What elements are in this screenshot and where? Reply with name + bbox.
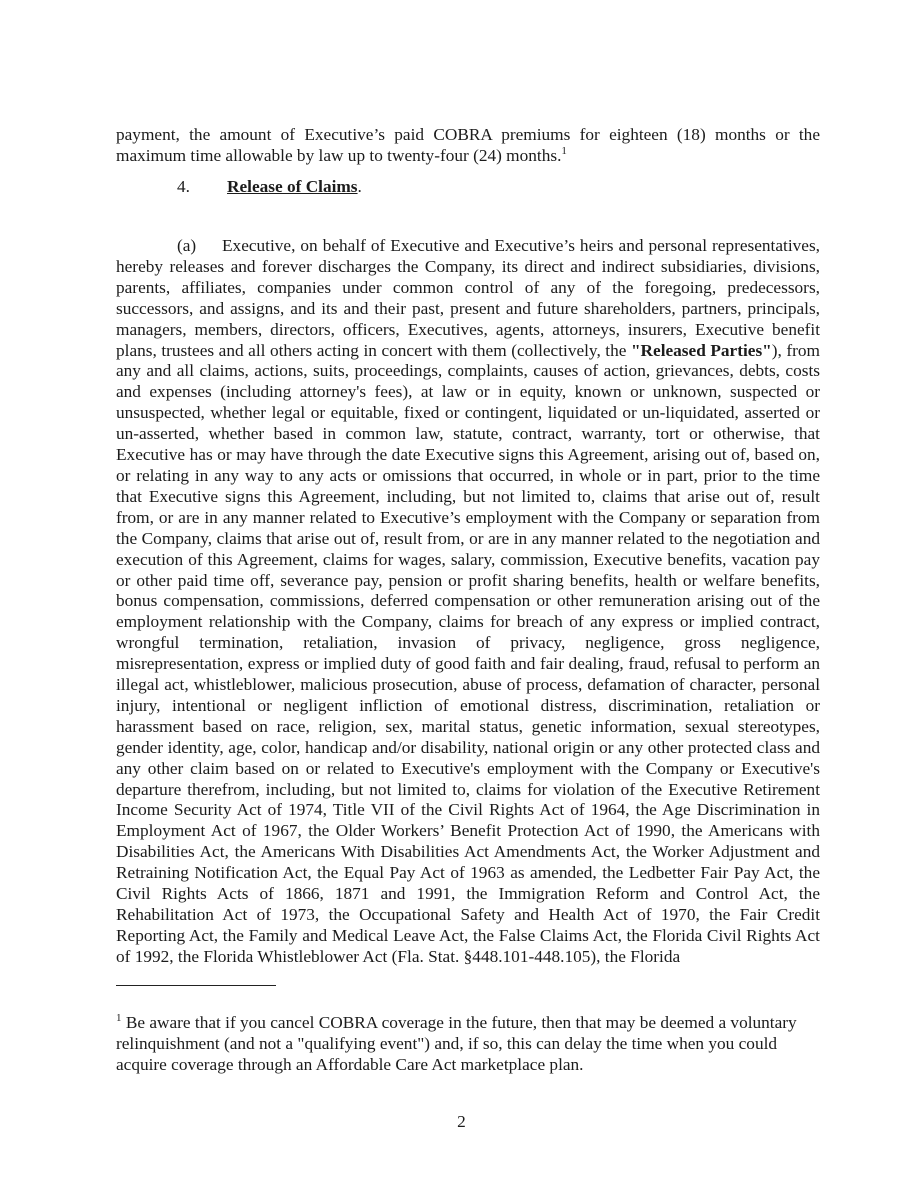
- defined-term-released-parties: "Released Parties": [630, 340, 772, 360]
- section-title-period: .: [357, 177, 362, 196]
- section-heading: [177, 176, 362, 197]
- section-title: Release of Claims: [227, 177, 358, 196]
- section-number: 4.: [177, 177, 190, 196]
- footnote-text: Be aware that if you cancel COBRA coverage in the future, then that may be deemed a voluntary relinquishment (and not a "qualifying event") and, if so, this can delay the time when you could acquire coverage through an Affordable Care Act marketplace plan.: [116, 1013, 797, 1074]
- footnote-reference: 1: [561, 145, 567, 158]
- paragraph-marker: (a): [177, 236, 197, 255]
- footnote-divider: [116, 985, 276, 986]
- paragraph-a: [116, 236, 820, 968]
- intro-text: payment, the amount of Executive’s paid COBRA premiums for eighteen (18) months or the maximum time allowable by law up to twenty-four (24) months.: [116, 125, 820, 165]
- page-number: 2: [457, 1112, 466, 1131]
- intro-paragraph: [116, 125, 820, 167]
- footnote-number: 1: [116, 1012, 122, 1025]
- footnote: [116, 1012, 820, 1075]
- paragraph-a-text-after: ), from any and all claims, actions, suits, proceedings, complaints, causes of action, grievances, debts, costs and expenses (including attorney's fees), at law or in equity, known or unknown, suspected or unsuspected, whether legal or equitable, fixed or contingent, liquidated or un-liquidated, asserted or un-asserted, whether based in common law, statute, contract, warranty, tort or otherwise, that Executive has or may have through the date Executive signs this Agreement, arising out of, based on, or relating in any way to any acts or omissions that occurred, in whole or in part, prior to the time that Executive signs this Agreement, including, but not limited to, claims that arise out of, result from, or are in any manner related to Executive’s employment with the Company or separation from the Company, claims that arise out of, result from, or are in any manner related to the negotiation and execution of this Agreement, claims for wages, salary, commission, Executive benefits, vacation pay or other paid time off, severance pay, pension or profit sharing benefits, health or welfare benefits, bonus compensation, commissions, deferred compensation or other remuneration arising out of the employment relationship with the Company, claims for breach of any express or implied contract, wrongful termination, retaliation, invasion of privacy, negligence, gross negligence, misrepresentation, express or implied duty of good faith and fair dealing, fraud, refusal to perform an illegal act, whistleblower, malicious prosecution, abuse of process, defamation of character, personal injury, intentional or negligent infliction of emotional distress, discrimination, retaliation or harassment based on race, religion, sex, marital status, genetic information, sexual stereotypes, gender identity, age, color, handicap and/or disability, national origin or any other protected class and any other claim based on or related to Executive's employment with the Company or Executive's departure therefrom, including, but not limited to, claims for violation of the Executive Retirement Income Security Act of 1974, Title VII of the Civil Rights Act of 1964, the Age Discrimination in Employment Act of 1967, the Older Workers’ Benefit Protection Act of 1990, the Americans with Disabilities Act, the Americans With Disabilities Act Amendments Act, the Worker Adjustment and Retraining Notification Act, the Equal Pay Act of 1963 as amended, the Ledbetter Fair Pay Act, the Civil Rights Acts of 1866, 1871 and 1991, the Immigration Reform and Control Act, the Rehabilitation Act of 1973, the Occupational Safety and Health Act of 1970, the Fair Credit Reporting Act, the Family and Medical Leave Act, the False Claims Act, the Florida Civil Rights Act of 1992, the Florida Whistleblower Act (Fla. Stat. §448.101-448.105), the Florida: [116, 340, 820, 966]
- paragraph-a-text-before: Executive, on behalf of Executive and Executive’s heirs and personal representatives, hereby releases and forever discharges the Company, its direct and indirect subsidiaries, divisions, parents, affiliates, companies under common control of any of the foregoing, predecessors, successors, and assigns, and its and their past, present and future shareholders, partners, principals, managers, members, directors, officers, Executives, agents, attorneys, insurers, Executive benefit plans, trustees and all others acting in concert with them (collectively, the: [116, 236, 820, 360]
